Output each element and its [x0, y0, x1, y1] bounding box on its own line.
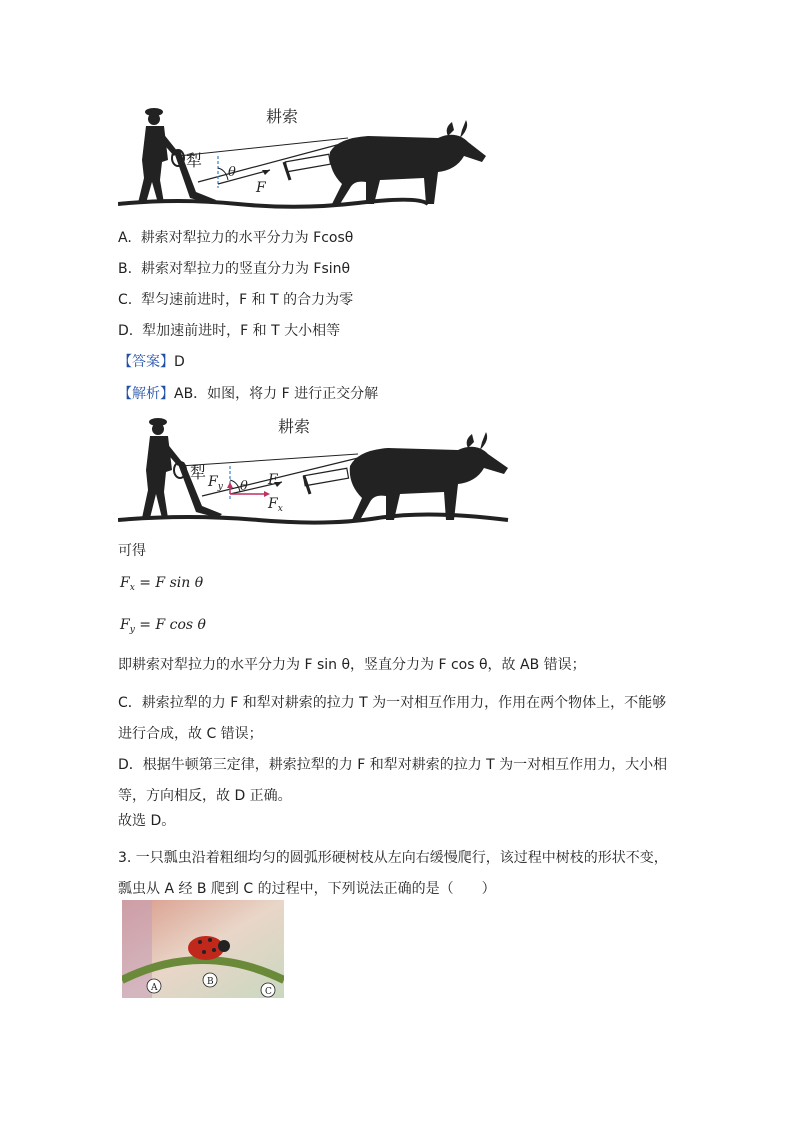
option-b	[118, 260, 350, 278]
option-b-prefix: B.	[118, 261, 133, 277]
option-c-prefix: C.	[118, 292, 133, 308]
formula-fy-lhs: F	[120, 617, 130, 633]
label-plow-2: 犁	[190, 463, 207, 482]
analysis-tag: 【解析】	[118, 386, 174, 402]
explain-d: D．根据牛顿第三定律，耕索拉犁的力 F 和犁对耕索的拉力 T 为一对相互作用力，大小相等，方向相反，故 D 正确。	[118, 757, 668, 804]
explain-ab: 即耕索对犁拉力的水平分力为 F sin θ，竖直分力为 F cos θ，故 AB 错误；	[118, 657, 586, 673]
explain-c: C．耕索拉犁的力 F 和犁对耕索的拉力 T 为一对相互作用力，作用在两个物体上，不能够进行合成，故 C 错误；	[118, 695, 667, 742]
analysis-text: AB．如图，将力 F 进行正交分解	[174, 386, 379, 402]
label-fy: $F_y$	[208, 474, 223, 492]
answer-value: D	[174, 354, 185, 370]
option-a-text: 耕索对犁拉力的水平分力为 Fcosθ	[140, 230, 354, 246]
buffalo-silhouette	[330, 120, 486, 204]
option-a-prefix: A.	[118, 230, 132, 246]
point-b-label: B	[207, 977, 214, 987]
option-c	[118, 291, 353, 309]
option-d	[118, 322, 340, 340]
formula-fy-sub: y	[129, 625, 135, 635]
label-rope-2: 耕索	[278, 417, 311, 436]
answer-tag: 【答案】	[118, 354, 174, 370]
plow-figure-2	[118, 410, 518, 530]
label-plow: 犁	[186, 151, 203, 170]
option-d-prefix: D.	[118, 323, 134, 339]
label-F: F	[256, 180, 266, 196]
label-rope: 耕索	[266, 107, 299, 126]
buffalo-silhouette-2	[350, 432, 508, 520]
farmer-silhouette-2	[142, 418, 182, 518]
option-c-text: 犁匀速前进时，F 和 T 的合力为零	[141, 292, 354, 308]
label-fx: $F_x$	[268, 496, 283, 514]
label-theta-2: θ	[240, 479, 248, 494]
formula-fx	[120, 575, 203, 593]
analysis-line	[118, 385, 378, 403]
ladybug-photo	[122, 900, 284, 998]
formula-fx-lhs: F	[120, 575, 130, 591]
option-a	[118, 229, 353, 247]
option-d-text: 犁加速前进时，F 和 T 大小相等	[142, 323, 341, 339]
plow-figure-1	[118, 100, 498, 215]
conclusion: 故选 D。	[118, 813, 176, 829]
label-F-2: F	[268, 472, 278, 488]
point-c-label: C	[265, 987, 272, 997]
formula-fx-sub: x	[129, 583, 135, 593]
answer-line	[118, 353, 185, 371]
formula-fy	[120, 617, 206, 635]
kede-text: 可得	[118, 543, 146, 559]
option-b-text: 耕索对犁拉力的竖直分力为 Fsinθ	[140, 261, 351, 277]
question-3: 3. 一只瓢虫沿着粗细均匀的圆弧形硬树枝从左向右缓慢爬行，该过程中树枝的形状不变，瓢虫从 A 经 B 爬到 C 的过程中，下列说法正确的是（ ）	[118, 850, 668, 897]
formula-fy-rhs: = F cos θ	[139, 617, 206, 633]
label-theta: θ	[228, 165, 236, 180]
point-a-label: A	[151, 983, 158, 993]
formula-fx-rhs: = F sin θ	[139, 575, 204, 591]
